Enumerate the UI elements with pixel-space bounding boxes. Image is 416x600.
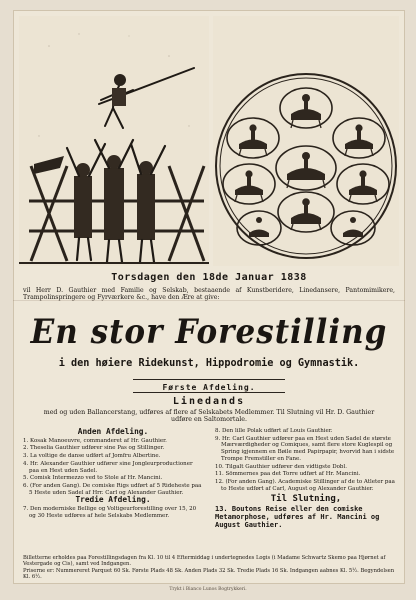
tightrope-illustration [19,16,209,266]
ticket-info-line: Billetterne erholdes paa Forestillingsdagen fra Kl. 10 til 4 Eftermiddag i undertegnedes Logis (i Madame Schwartz Skemo paa Hjørnet af Vestergade og Cis), samt ved Indgangen. [23,555,386,568]
program-item: 10. Tilgalt Gauthier udfører den vidtigste Dobl. [215,463,347,470]
price-info-line: Priserne er: Nummereret Parquet 60 Sk. Første Plads 48 Sk. Anden Plads 32 Sk. Tredie Plads 16 Sk. Indgangen aabnes Kl. 5½. Begyndelsen Kl. 6½. [23,567,395,581]
finale-heading: Til Slutning, [270,494,342,505]
program-item: 8. Den lille Polak udført af Louis Gauthier. [215,428,333,434]
program-item: 4. Hr. Alexander Gauthier udfører sine Jongleurproductioner paa en Hest uden Sadel. [23,460,193,474]
part1-heading: Første Afdeling. [162,383,256,392]
divider-bottom [133,392,285,393]
fold-line [13,300,405,301]
part1-title: Linedands [172,396,246,407]
program-item: 1. Kosak Manoeuvre, commanderet af Hr. Gauthier. [23,437,167,444]
program-item: 2. Theselia Gauthier udfører sine Pas og Stillinger. [23,445,165,452]
program-item: 5. Comisk Intermezzo ved to Stole af Hr. Mancini. [23,475,163,482]
tightrope-woodcut [19,16,209,266]
performance-date: Torsdagen den 18de Januar 1838 [111,272,307,283]
program-item: 12. (For anden Gang). Academiske Stillinger af de to Atleter paa to Heste udført af Carl, August og Alexander Gauthier. [215,478,395,492]
poster [13,10,405,584]
headline: En stor Forestilling [30,312,388,352]
printer-credit: Trykt i Bianco Lunos Bogtrykkeri. [169,587,247,592]
program-right-column [215,428,397,529]
part2-heading: Anden Afdeling. [77,427,149,436]
program-item: 9. Hr. Carl Gauthier udfører paa en Hest uden Sadel de største Mærværdigheder og Comiques, samt flere store Kuglespil og Spring igjennem en Bøile med Papirpapir, hvorvid han i sidste Trompe Fremstiller en Fane. [215,435,395,462]
program-item: 6. (For anden Gang). De comiske Rigs udført af 5 Rideheste paa 5 Heste uden Sadel af Hrr. Carl og Alexander Gauthier. [23,482,202,496]
program-item: 3. La voltige de danse udført af Jomfru Albertine. [23,453,161,460]
subheadline: i den høiere Ridekunst, Hippodromie og Gymnastik. [58,358,360,369]
equestrian-woodcut [213,16,399,266]
part1-description: med og uden Ballancerstang, udføres af flere af Selskabets Medlemmer. Til Slutning vil Hr. D. Gauthier udføre en Saltomortale. [43,409,375,424]
divider-top [133,379,285,380]
program-item: 7. Den moderniske Bellige og Voltigeurforestilling over 15, 20 og 30 Heste udføres af hele Selskabs Medlemmer. [23,506,197,519]
program-item: 11. Sömmernes paa det Torre udført af Hr. Mancini. [215,471,361,478]
program-left-column [23,428,203,520]
finale-text: 13. Boutons Reise eller den comiske Metamorphose, udføres af Hr. Mancini og August Gauthier. [215,505,380,530]
part3-heading: Tredie Afdeling. [75,495,151,505]
ticket-info [23,555,395,581]
intro-text: vil Herr D. Gauthier med Familie og Selskab, bestaaende af Kunstberidere, Linedansere, Pantomimikere, Trampolinspringere og Fyrværkere &c., have den Ære at give: [23,287,395,302]
equestrian-illustration [213,16,399,266]
